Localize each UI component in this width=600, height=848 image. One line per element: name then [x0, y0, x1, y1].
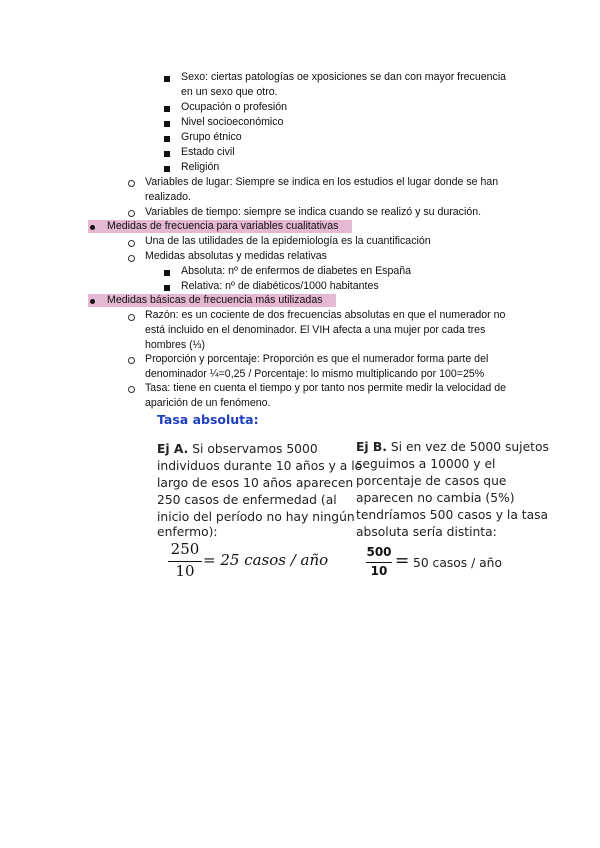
square-bullet-icon: [164, 76, 170, 82]
list-item-cont: denominador ¼=0,25 / Porcentaje: lo mismo multiplicando por 100=25%: [145, 368, 485, 380]
fraction-numerator: 500: [366, 545, 392, 559]
list-item-cont: realizado.: [145, 191, 191, 203]
example-a-label: Ej A.: [157, 442, 189, 456]
list-item: Una de las utilidades de la epidemiología es la cuantificación: [145, 235, 431, 247]
list-item: Variables de lugar: Siempre se indica en los estudios el lugar donde se han: [145, 176, 499, 188]
fraction-numerator: 250: [170, 540, 200, 558]
example-a-line: enfermo):: [157, 525, 218, 537]
example-a-line: 250 casos de enfermedad (al: [157, 493, 337, 507]
dot-bullet-icon: [90, 299, 95, 304]
example-b-result: 50 casos / año: [413, 556, 503, 570]
section-heading: Medidas básicas de frecuencia más utilizadas: [107, 294, 323, 306]
list-item: Variables de tiempo: siempre se indica cuando se realizó y su duración.: [145, 206, 482, 218]
square-bullet-icon: [164, 270, 170, 276]
example-b-line: seguimos a 10000 y el: [356, 457, 496, 471]
example-a-result: = 25 casos / año: [203, 551, 329, 569]
example-b-line: aparecen no cambia (5%): [356, 491, 515, 505]
list-item-cont: está incluido en el denominador. El VIH afecta a una mujer por cada tres: [145, 324, 486, 336]
example-a-line: inicio del período no hay ningún: [157, 510, 355, 524]
square-bullet-icon: [164, 285, 170, 291]
list-item-cont: en un sexo que otro.: [181, 86, 278, 98]
list-item: Grupo étnico: [181, 131, 242, 143]
list-item: Estado civil: [181, 146, 235, 158]
fraction-denominator: 10: [370, 564, 388, 578]
list-item-cont: hombres (⅓): [145, 339, 206, 351]
fraction-denominator: 10: [175, 562, 195, 580]
circle-bullet-icon: [128, 314, 135, 321]
example-b-line: tendríamos 500 casos y la tasa: [356, 508, 549, 522]
example-b-label: Ej B.: [356, 440, 387, 454]
circle-bullet-icon: [128, 180, 135, 187]
list-item: Religión: [181, 161, 220, 173]
example-b-line: Ej B. Si en vez de 5000 sujetos: [356, 440, 549, 454]
list-item: Razón: es un cociente de dos frecuencias absolutas en que el numerador no: [145, 309, 506, 321]
example-a-line: individuos durante 10 años y a lo: [157, 459, 363, 473]
example-b-line: absoluta sería distinta:: [356, 525, 497, 539]
list-item: Relativa: nº de diabéticos/1000 habitantes: [181, 280, 379, 292]
dot-bullet-icon: [90, 225, 95, 230]
example-a-line: largo de esos 10 años aparecen: [157, 476, 354, 490]
equals-sign: =: [395, 551, 410, 571]
square-bullet-icon: [164, 151, 170, 157]
list-item: Tasa: tiene en cuenta el tiempo y por tanto nos permite medir la velocidad de: [145, 382, 506, 394]
square-bullet-icon: [164, 136, 170, 142]
list-item-cont: aparición de un fenómeno.: [145, 397, 271, 409]
fraction-bar: [366, 562, 392, 563]
circle-bullet-icon: [128, 357, 135, 364]
list-item: Medidas absolutas y medidas relativas: [145, 250, 327, 262]
circle-bullet-icon: [128, 240, 135, 247]
section-heading: Medidas de frecuencia para variables cualitativas: [107, 220, 339, 232]
list-item: Nivel socioeconómico: [181, 116, 284, 128]
square-bullet-icon: [164, 166, 170, 172]
example-a-line: Ej A. Si observamos 5000: [157, 442, 318, 456]
list-item: Sexo: ciertas patologías oe xposiciones se dan con mayor frecuencia: [181, 71, 507, 83]
example-b-line: porcentaje de casos que: [356, 474, 507, 488]
circle-bullet-icon: [128, 386, 135, 393]
circle-bullet-icon: [128, 210, 135, 217]
square-bullet-icon: [164, 121, 170, 127]
figure-title: Tasa absoluta:: [157, 412, 259, 427]
list-item: Proporción y porcentaje: Proporción es que el numerador forma parte del: [145, 353, 489, 365]
list-item: Absoluta: nº de enfermos de diabetes en España: [181, 265, 412, 277]
circle-bullet-icon: [128, 255, 135, 262]
square-bullet-icon: [164, 106, 170, 112]
list-item: Ocupación o profesión: [181, 101, 288, 113]
